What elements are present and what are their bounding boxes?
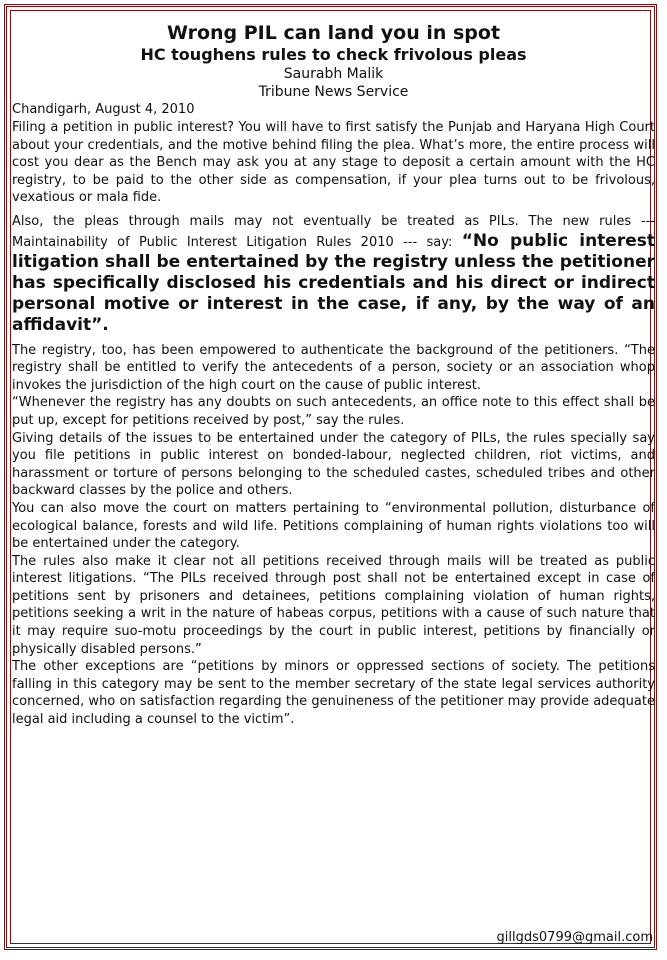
paragraph-6: You can also move the court on matters pertaining to “environmental pollution, disturbance of ecological balance, forests and wild life. Petitions complaining of human rights violations too will be entertained under the category. xyxy=(12,500,655,552)
author-email: gillgds0799@gmail.com xyxy=(496,930,653,945)
rule-quote: “No public interest litigation shall be entertained by the registry unless the petitioner has specifically disclosed his credentials and his direct or indirect personal motive or interest in the case, if any, by the way of an affidavit”. xyxy=(12,230,655,335)
agency: Tribune News Service xyxy=(258,84,409,100)
paragraph-2 xyxy=(12,213,655,336)
article xyxy=(12,22,655,729)
subheadline: HC toughens rules to check frivolous pleas xyxy=(140,45,527,64)
paragraph-2-text: Also, the pleas through mails may not eventually be treated as PILs. The new rules --- Maintainability of Public Interest Litigation Rules 2010 --- say: xyxy=(12,213,655,250)
byline: Saurabh Malik xyxy=(283,66,384,82)
paragraph-4: “Whenever the registry has any doubts on such antecedents, an office note to this effect shall be put up, except for petitions received by post,” say the rules. xyxy=(12,395,655,428)
paragraph-5: Giving details of the issues to be entertained under the category of PILs, the rules specially say you file petitions in public interest on bonded-labour, neglected children, riot victims, and harassment or torture of persons belonging to the scheduled castes, scheduled tribes and other backward classes by the police and others. xyxy=(12,430,655,499)
headline: Wrong PIL can land you in spot xyxy=(166,22,501,44)
paragraph-3: The registry, too, has been empowered to authenticate the background of the petitioners. “The registry shall be entitled to verify the antecedents of a person, society or an association whop invokes the jurisdiction of the high court on the cause of public interest. xyxy=(12,342,655,393)
dateline: Chandigarh, August 4, 2010 xyxy=(12,102,195,117)
paragraph-7: The rules also make it clear not all petitions received through mails will be treated as public interest litigations. “The PILs received through post shall not be entertained except in case of petitions sent by prisoners and detainees, petitions complaining violation of human rights, petitions seeking a writ in the nature of habeas corpus, petitions with a cause of such nature that it may require suo-motu proceedings by the court in public interest, petitions by financially or physically disabled persons.” xyxy=(12,553,655,657)
paragraph-8: The other exceptions are “petitions by minors or oppressed sections of society. The petitions falling in this category may be sent to the member secretary of the state legal services authority concerned, who on satisfaction regarding the genuineness of the petitioner may provide adequate legal aid including a counsel to the victim”. xyxy=(12,659,655,728)
paragraph-1: Filing a petition in public interest? You will have to first satisfy the Punjab and Haryana High Court about your credentials, and the motive behind filing the plea. What’s more, the entire process will cost you dear as the Bench may ask you at any stage to deposit a certain amount with the HC registry, to be paid to the other side as compensation, if your plea turns out to be frivolous, vexatious or mala fide. xyxy=(12,120,655,206)
